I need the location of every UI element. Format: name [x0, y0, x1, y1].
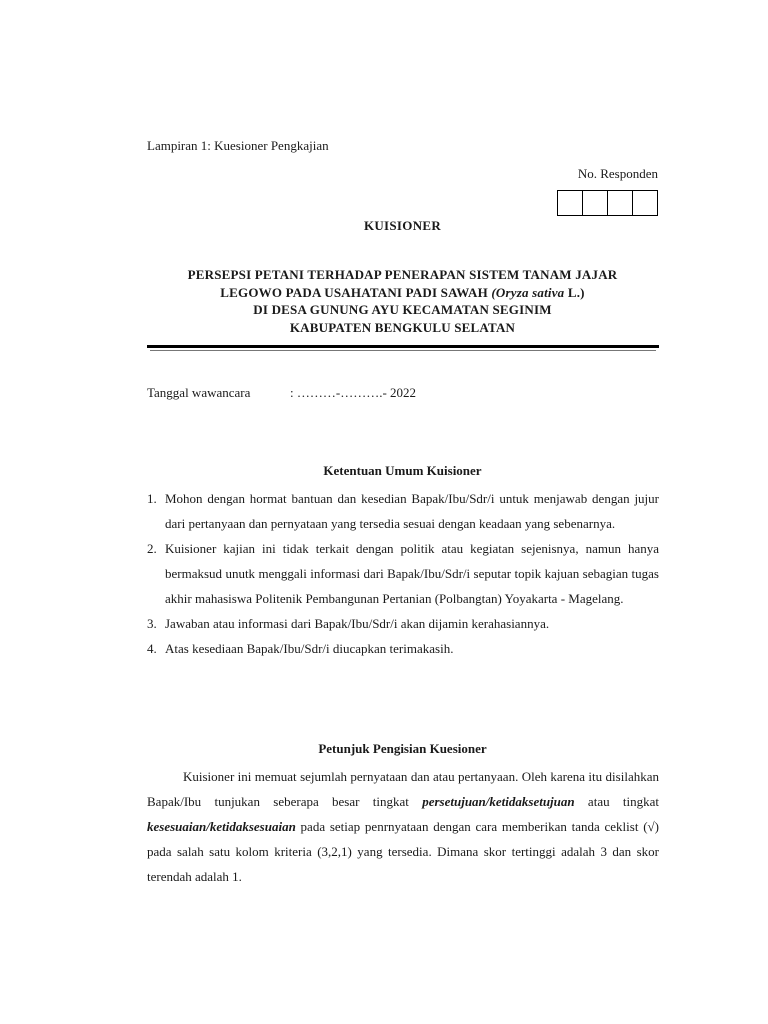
ketentuan-heading: Ketentuan Umum Kuisioner: [323, 463, 482, 478]
petunjuk-paragraph: [147, 764, 659, 889]
list-item: [147, 611, 659, 636]
petunjuk-heading: Petunjuk Pengisian Kuesioner: [318, 741, 487, 756]
document-subtitle: [140, 266, 665, 336]
lampiran-label: Lampiran 1: Kuesioner Pengkajian: [147, 138, 329, 153]
list-number: 3.: [147, 616, 157, 631]
subtitle-line: DI DESA GUNUNG AYU KECAMATAN SEGINIM: [253, 302, 552, 317]
list-number: 2.: [147, 541, 157, 556]
list-text: Mohon dengan hormat bantuan dan kesedian Bapak/Ibu/Sdr/i untuk menjawab dengan jujur dari pertanyaan dan pernyataan yang tersedia sesuai dengan keadaan yang sebenarnya.: [165, 491, 659, 531]
list-item: [147, 486, 659, 536]
list-number: 1.: [147, 491, 157, 506]
paragraph-text: Kuisioner ini memuat sejumlah pernyataan dan atau pertanyaan. Oleh karena itu disilahkan Bapak/Ibu tunjukan seberapa besar tingkat: [147, 769, 659, 809]
list-item: [147, 536, 659, 611]
title-divider: [147, 345, 659, 348]
paragraph-text: atau tingkat: [574, 794, 659, 809]
subtitle-species: (Oryza sativa: [491, 284, 565, 300]
list-item: [147, 636, 659, 661]
list-text: Kuisioner kajian ini tidak terkait dengan politik atau kegiatan sejenisnya, namun hanya bermaksud unutk menggali informasi dari Bapak/Ibu/Sdr/i seputar topik kajuan sebagian tugas akhir mahasiswa Politenik Pembangunan Pertanian (Polbangtan) Yoyakarta - Magelang.: [165, 541, 659, 606]
paragraph-text: pada setiap penrnyataan dengan cara memberikan tanda ceklist (√) pada salah satu kolom kriteria (3,2,1) yang tersedia. Dimana skor tertinggi adalah 3 dan skor terendah adalah 1.: [147, 819, 659, 884]
responden-box: [557, 190, 583, 216]
subtitle-line: KABUPATEN BENGKULU SELATAN: [289, 319, 516, 335]
document-title: KUISIONER: [363, 218, 442, 233]
list-text: Atas kesediaan Bapak/Ibu/Sdr/i diucapkan terimakasih.: [165, 641, 454, 656]
responden-label: No. Responden: [577, 166, 658, 181]
emphasis-text: persetujuan/ketidaksetujuan: [422, 794, 575, 809]
responden-number-boxes: [557, 190, 658, 216]
ketentuan-list: [147, 486, 659, 661]
responden-box: [607, 190, 633, 216]
list-text: Jawaban atau informasi dari Bapak/Ibu/Sdr/i akan dijamin kerahasiannya.: [165, 616, 550, 631]
responden-box: [582, 190, 608, 216]
tanggal-label: Tanggal wawancara: [147, 385, 251, 400]
emphasis-text: kesesuaian/ketidaksesuaian: [147, 819, 296, 834]
tanggal-value: : ………-……….- 2022: [290, 385, 417, 400]
subtitle-line: PERSEPSI PETANI TERHADAP PENERAPAN SISTEM TANAM JAJAR: [187, 267, 618, 282]
title-divider-thin: [150, 350, 656, 351]
list-number: 4.: [147, 641, 157, 656]
subtitle-text: LEGOWO PADA USAHATANI PADI SAWAH: [220, 284, 492, 300]
subtitle-text: L.): [564, 284, 585, 300]
responden-box: [632, 190, 658, 216]
subtitle-line: [140, 284, 665, 302]
